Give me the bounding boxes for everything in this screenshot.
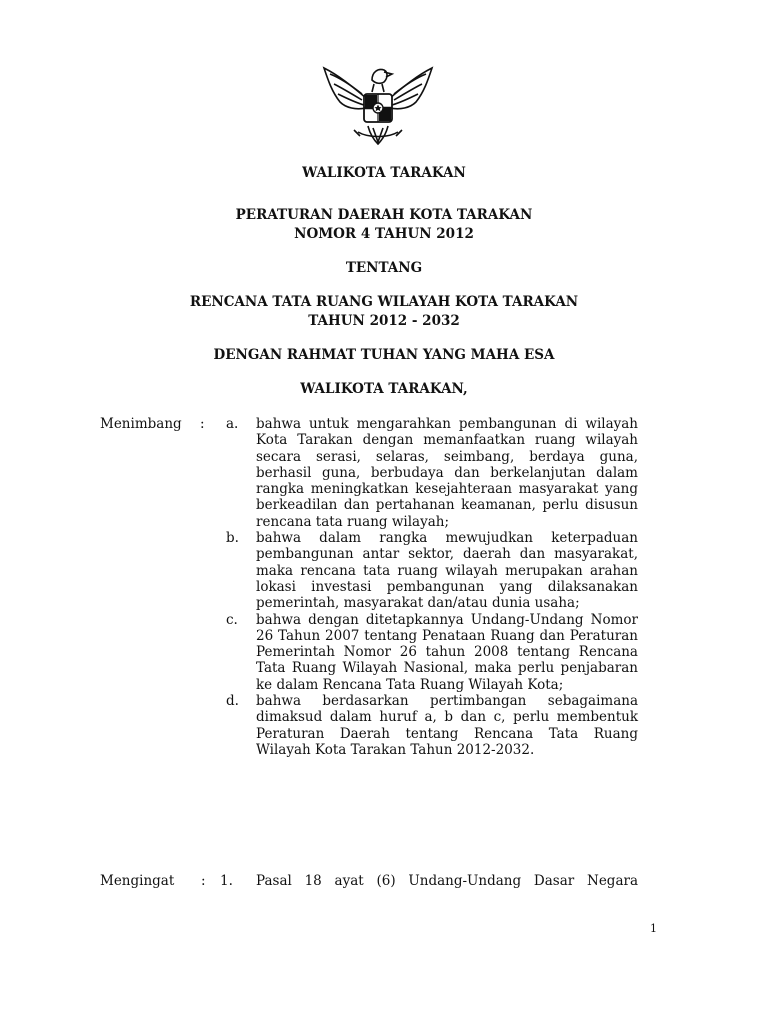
subject-title: RENCANA TATA RUANG WILAYAH KOTA TARAKAN — [189, 294, 579, 310]
item-text: bahwa berdasarkan pertimbangan sebagaimana dimaksud dalam huruf a, b dan c, perlu membentuk Peraturan Daerah tentang Rencana Tata Ruang Wilayah Kota Tarakan Tahun 2012-2032. — [256, 693, 638, 758]
item-text: bahwa dengan ditetapkannya Undang-Undang Nomor 26 Tahun 2007 tentang Penataan Ruang dan Peraturan Pemerintah Nomor 26 tahun 2008 tentang Rencana Tata Ruang Wilayah Nasional, maka perlu penjabaran ke dalam Rencana Tata Ruang Wilayah Kota; — [256, 611, 638, 693]
about-heading: TENTANG — [345, 260, 423, 276]
recalling-label: Mengingat — [100, 873, 175, 889]
regulation-number: NOMOR 4 TAHUN 2012 — [294, 226, 474, 242]
garuda-emblem-icon — [318, 58, 438, 148]
mayor-title: WALIKOTA TARAKAN — [302, 165, 466, 181]
item-text: bahwa dalam rangka mewujudkan keterpaduan pembangunan antar sektor, daerah dan masyarakat, maka rencana tata ruang wilayah merupakan arahan lokasi investasi pembangunan yang dilaksanakan pemerintah, masyarakat dan/atau dunia usaha; — [256, 530, 638, 612]
considering-colon: : — [200, 416, 205, 432]
subject-period: TAHUN 2012 - 2032 — [308, 313, 460, 329]
recalling-text: Pasal 18 ayat (6) Undang-Undang Dasar Negara — [256, 873, 638, 889]
page-number: 1 — [650, 922, 657, 935]
considering-item-c — [100, 612, 640, 693]
item-text: bahwa untuk mengarahkan pembangunan di wilayah Kota Tarakan dengan memanfaatkan ruang wilayah secara serasi, selaras, seimbang, berdaya guna, berhasil guna, berbudaya dan berkelanjutan dalam rangka meningkatkan kesejahteraan masyarakat yang berkeadilan dan pertahanan keamanan, perlu disusun rencana tata ruang wilayah; — [256, 416, 638, 530]
considering-item-b — [100, 530, 640, 611]
item-letter: b. — [226, 530, 239, 547]
item-letter: a. — [226, 416, 239, 432]
mayor-salutation: WALIKOTA TARAKAN, — [300, 381, 468, 397]
item-letter: d. — [226, 693, 239, 710]
item-letter: c. — [226, 611, 238, 628]
recalling-colon: : — [201, 873, 206, 889]
blessing-line: DENGAN RAHMAT TUHAN YANG MAHA ESA — [213, 347, 555, 363]
considering-item-a — [100, 416, 640, 530]
recalling-number: 1. — [220, 873, 233, 889]
considering-section — [100, 416, 640, 758]
regulation-title: PERATURAN DAERAH KOTA TARAKAN — [235, 207, 533, 223]
considering-item-d — [100, 693, 640, 758]
considering-label: Menimbang — [100, 416, 182, 432]
